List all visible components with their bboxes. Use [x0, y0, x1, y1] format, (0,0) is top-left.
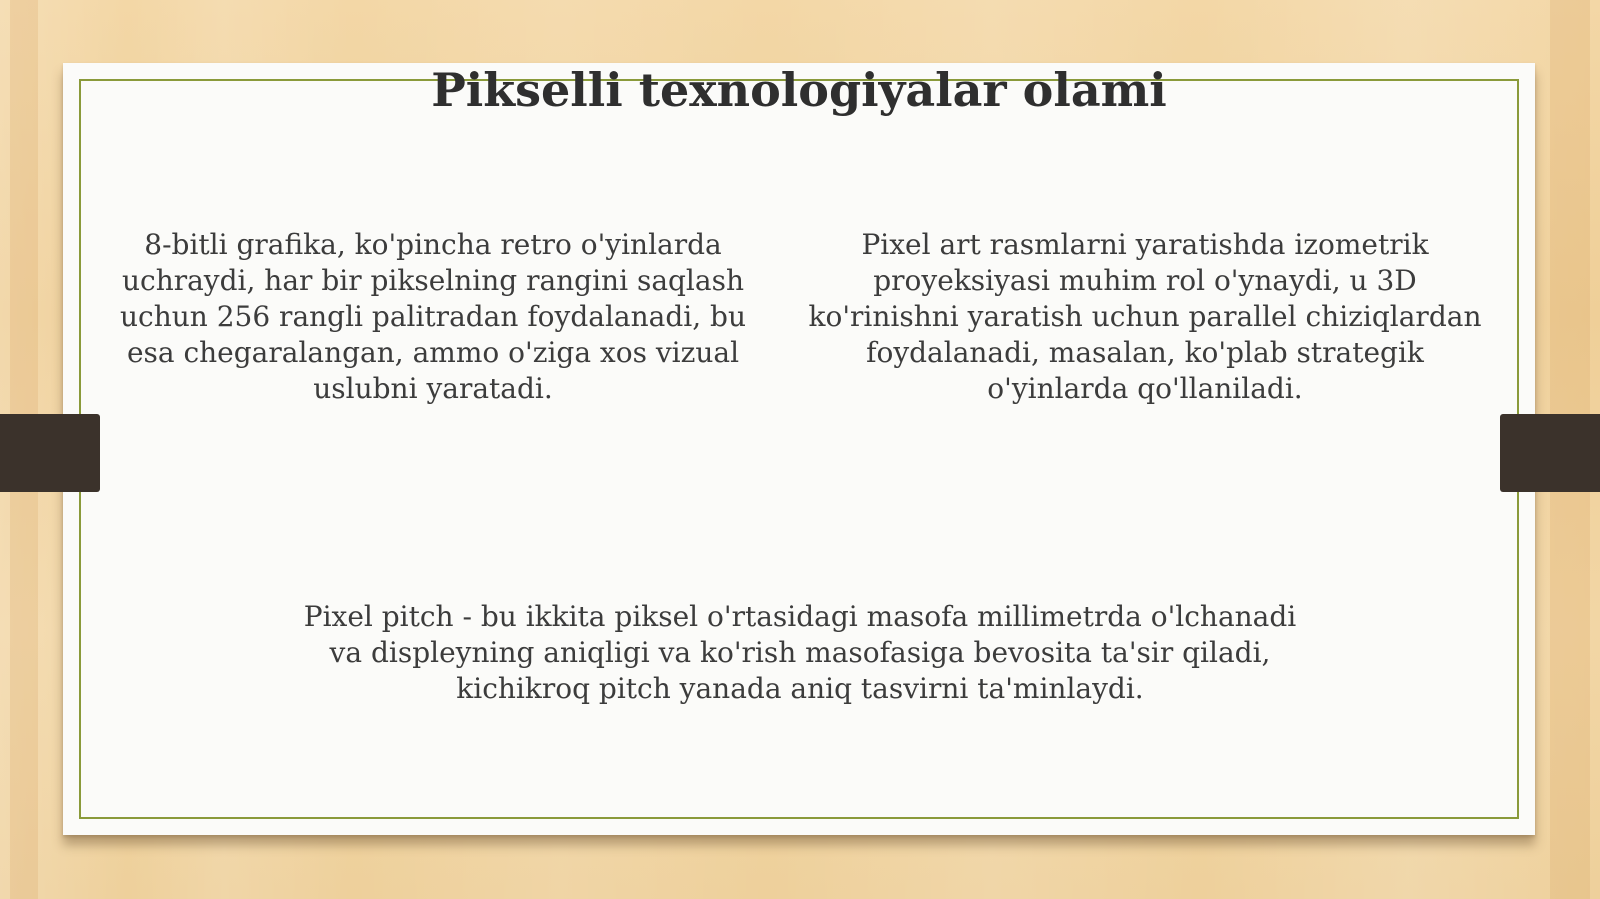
paper-clip-right: [1500, 414, 1600, 492]
paragraph-8bit-graphics: 8-bitli grafika, ko'pincha retro o'yinlarda uchraydi, har bir pikselning rangini saqlash uchun 256 rangli palitradan foydalanadi, bu esa chegaralangan, ammo o'ziga xos vizual uslubni yaratadi.: [120, 228, 746, 405]
paper-clip-left: [0, 414, 100, 492]
slide-frame-border: [79, 79, 1519, 819]
slide-title: Pikselli texnologiyalar olami: [431, 63, 1167, 117]
paragraph-pixel-pitch: Pixel pitch - bu ikkita piksel o'rtasidagi masofa millimetrda o'lchanadi va displeyning aniqligi va ko'rish masofasiga bevosita ta'sir qiladi, kichikroq pitch yanada aniq tasvirni ta'minlaydi.: [303, 600, 1297, 705]
paragraph-isometric-projection: Pixel art rasmlarni yaratishda izometrik proyeksiyasi muhim rol o'ynaydi, u 3D ko'rinishni yaratish uchun parallel chiziqlardan foydalanadi, masalan, ko'plab strategik o'yinlarda qo'llaniladi.: [808, 228, 1482, 405]
